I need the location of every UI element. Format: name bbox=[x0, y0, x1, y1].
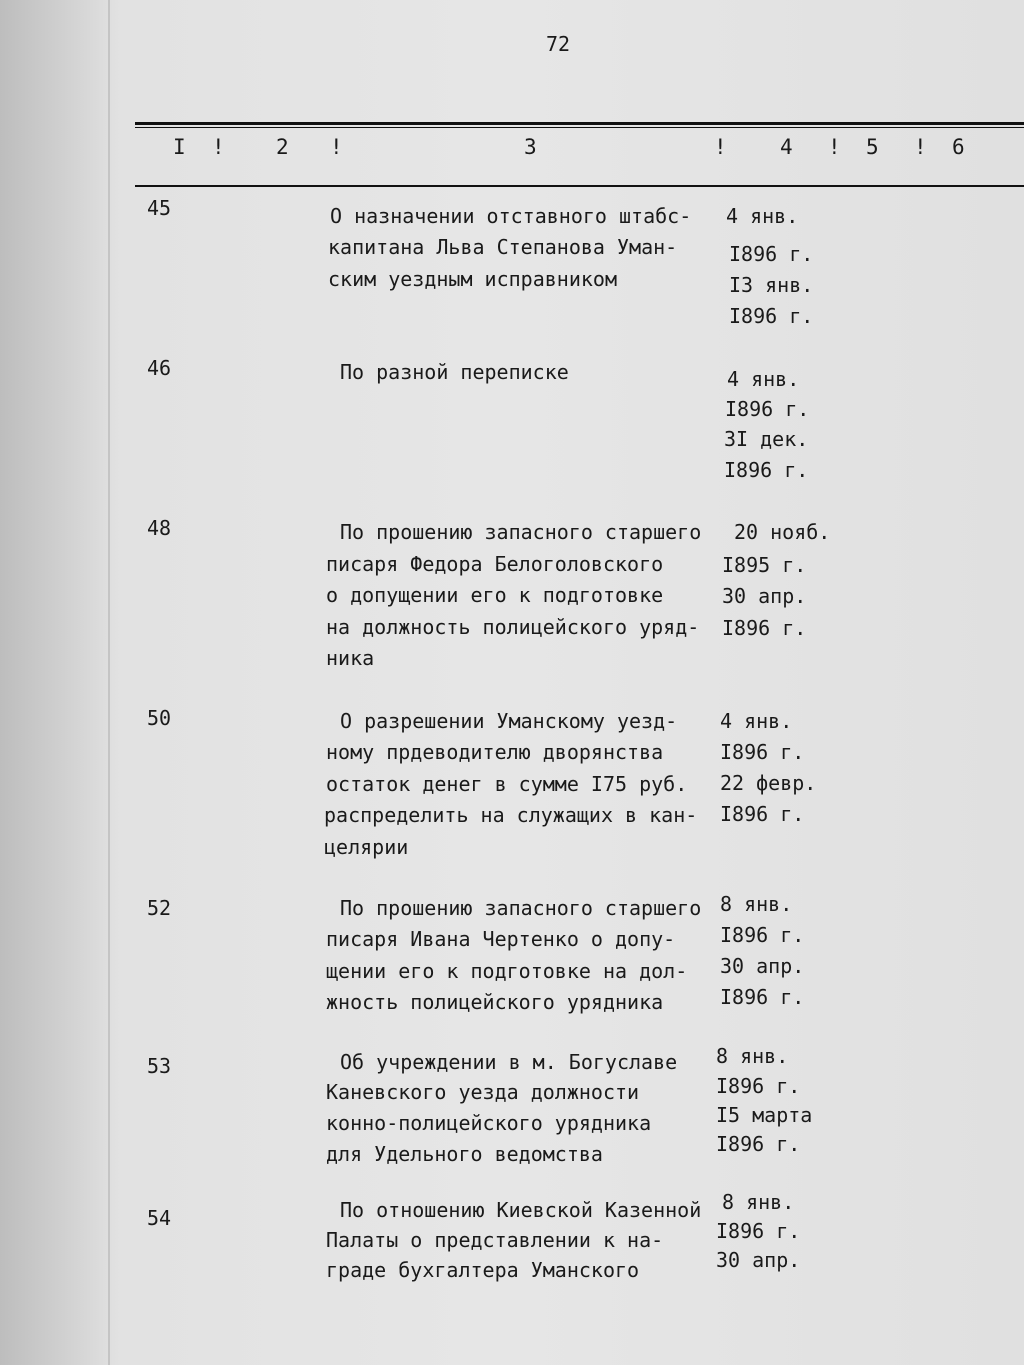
entry-number: 48 bbox=[147, 516, 172, 540]
entry-number: 54 bbox=[147, 1206, 172, 1230]
entry-date-line: I896 г. bbox=[729, 304, 814, 328]
entry-date-line: I5 марта bbox=[716, 1103, 813, 1127]
entry-date-line: 30 апр. bbox=[722, 584, 807, 608]
column-separator: ! bbox=[330, 135, 343, 159]
column-header-1: I bbox=[173, 135, 186, 159]
entry-title-line: целярии bbox=[324, 835, 409, 859]
entry-title-line: ному прдеводителю дворянства bbox=[326, 740, 664, 764]
column-header-5: 5 bbox=[866, 135, 879, 159]
entry-date-line: 3I дек. bbox=[724, 427, 809, 451]
entry-number: 52 bbox=[147, 896, 172, 920]
column-separator: ! bbox=[914, 135, 927, 159]
table-top-rule-thin bbox=[135, 127, 1024, 128]
entry-date-line: I3 янв. bbox=[729, 273, 814, 297]
entry-date-line: 4 янв. bbox=[720, 709, 793, 733]
entry-number: 53 bbox=[147, 1054, 172, 1078]
entry-number: 46 bbox=[147, 356, 172, 380]
entry-date-line: 30 апр. bbox=[716, 1248, 801, 1272]
entry-number: 50 bbox=[147, 706, 172, 730]
column-separator: ! bbox=[212, 135, 225, 159]
entry-title-line: ским уездным исправником bbox=[328, 267, 617, 291]
entry-title-line: По прошению запасного старшего bbox=[340, 520, 702, 544]
entry-title-line: конно-полицейского урядника bbox=[326, 1111, 652, 1135]
entry-title-line: распределить на служащих в кан- bbox=[324, 803, 698, 827]
entry-date-line: 30 апр. bbox=[720, 954, 805, 978]
entry-title-line: для Удельного ведомства bbox=[326, 1142, 603, 1166]
column-header-3: 3 bbox=[524, 135, 537, 159]
entry-title-line: По разной переписке bbox=[340, 360, 569, 384]
entry-date-line: 8 янв. bbox=[722, 1190, 795, 1214]
column-header-4: 4 bbox=[780, 135, 793, 159]
entry-title-line: остаток денег в сумме I75 руб. bbox=[326, 772, 688, 796]
entry-date-line: I896 г. bbox=[729, 242, 814, 266]
entry-date-line: I896 г. bbox=[720, 740, 805, 764]
entry-title-line: жность полицейского урядника bbox=[326, 990, 664, 1014]
column-header-2: 2 bbox=[276, 135, 289, 159]
table-header-bottom-rule bbox=[135, 185, 1024, 187]
entry-title-line: Об учреждении в м. Богуславе bbox=[340, 1050, 678, 1074]
page-number: 72 bbox=[546, 32, 571, 56]
entry-number: 45 bbox=[147, 196, 172, 220]
entry-date-line: I896 г. bbox=[716, 1074, 801, 1098]
page-binding-edge bbox=[108, 0, 110, 1365]
entry-date-line: I896 г. bbox=[720, 923, 805, 947]
entry-title-line: О разрешении Уманскому уезд- bbox=[340, 709, 678, 733]
entry-date-line: I896 г. bbox=[716, 1132, 801, 1156]
entry-date-line: 4 янв. bbox=[727, 367, 800, 391]
entry-date-line: I896 г. bbox=[724, 458, 809, 482]
entry-title-line: граде бухгалтера Уманского bbox=[326, 1258, 640, 1282]
entry-title-line: ника bbox=[326, 646, 375, 670]
entry-date-line: 8 янв. bbox=[720, 892, 793, 916]
entry-title-line: писаря Ивана Чертенко о допу- bbox=[326, 927, 676, 951]
table-top-rule bbox=[135, 122, 1024, 125]
entry-title-line: Палаты о представлении к на- bbox=[326, 1228, 664, 1252]
entry-date-line: I895 г. bbox=[722, 553, 807, 577]
entry-title-line: По отношению Киевской Казенной bbox=[340, 1198, 702, 1222]
column-separator: ! bbox=[714, 135, 727, 159]
entry-title-line: щении его к подготовке на дол- bbox=[326, 959, 688, 983]
entry-title-line: капитана Льва Степанова Уман- bbox=[328, 235, 678, 259]
column-header-6: 6 bbox=[952, 135, 965, 159]
entry-date-line: I896 г. bbox=[722, 616, 807, 640]
entry-title-line: Каневского уезда должности bbox=[326, 1080, 640, 1104]
entry-date-line: I896 г. bbox=[716, 1219, 801, 1243]
entry-title-line: О назначении отставного штабс- bbox=[330, 204, 692, 228]
entry-date-line: 4 янв. bbox=[726, 204, 799, 228]
entry-date-line: 20 нояб. bbox=[734, 520, 831, 544]
entry-title-line: По прошению запасного старшего bbox=[340, 896, 702, 920]
entry-date-line: I896 г. bbox=[720, 802, 805, 826]
entry-date-line: I896 г. bbox=[725, 397, 810, 421]
entry-title-line: на должность полицейского уряд- bbox=[326, 615, 700, 639]
column-separator: ! bbox=[828, 135, 841, 159]
entry-date-line: 8 янв. bbox=[716, 1044, 789, 1068]
entry-date-line: 22 февр. bbox=[720, 771, 817, 795]
entry-title-line: писаря Федора Белоголовского bbox=[326, 552, 664, 576]
entry-title-line: о допущении его к подготовке bbox=[326, 583, 664, 607]
entry-date-line: I896 г. bbox=[720, 985, 805, 1009]
